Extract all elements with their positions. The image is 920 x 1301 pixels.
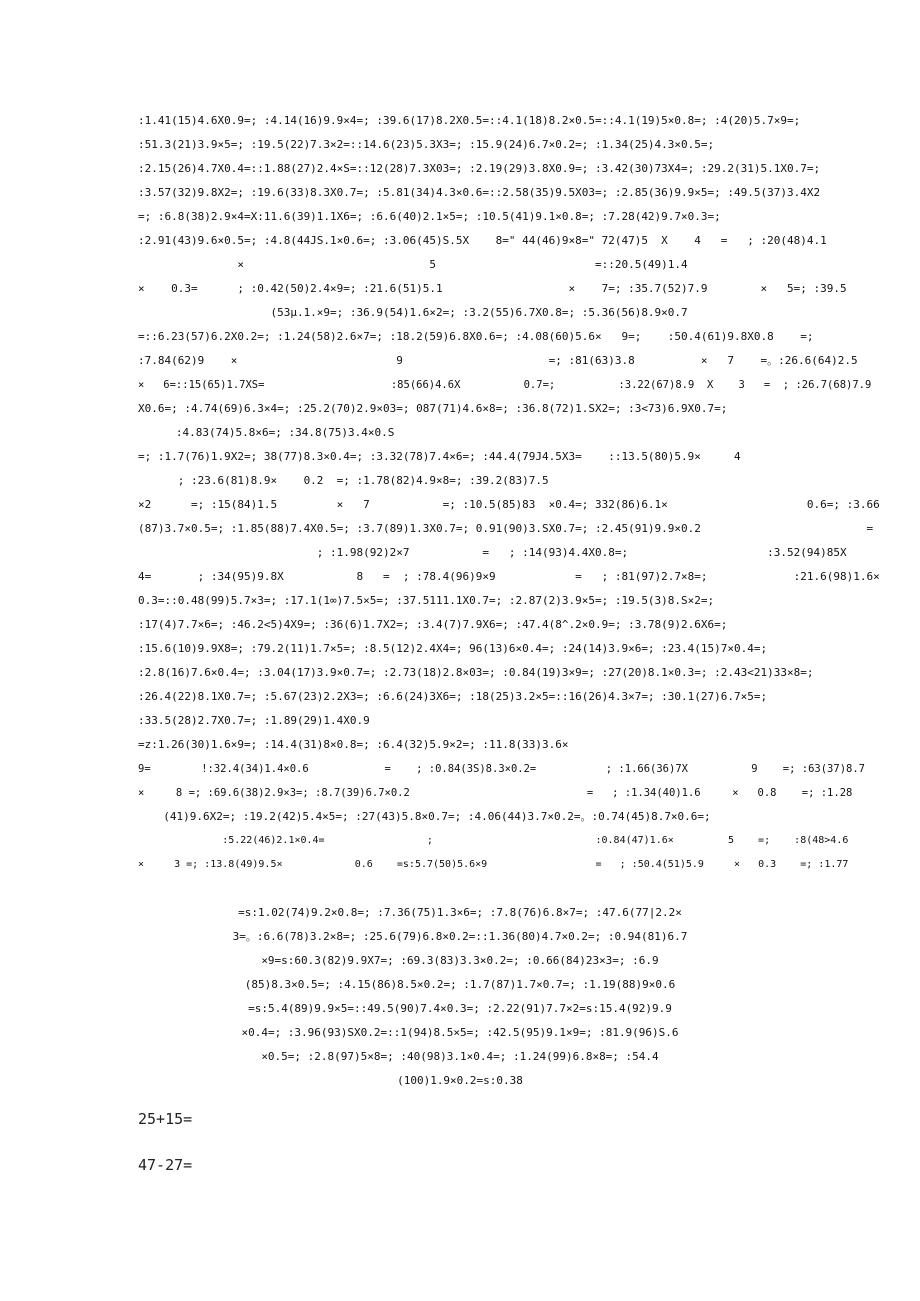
exercise-line: :2.91(43)9.6×0.5=; :4.8(44JS.1×0.6=; :3.06(45)S.5X 8=" 44(46)9×8=" 72(47)5 X 4 = ; :20(48)4.1 (138, 234, 827, 247)
exercise-line-centered: (100)1.9×0.2=s:0.38 (397, 1074, 523, 1087)
exercise-line: =; :6.8(38)2.9×4=X:11.6(39)1.1X6=; :6.6(40)2.1×5=; :10.5(41)9.1×0.8=; :7.28(42)9.7×0.3=; (138, 210, 721, 223)
exercise-line: (41)9.6X2=; :19.2(42)5.4×5=; :27(43)5.8×0.7=; :4.06(44)3.7×0.2=。:0.74(45)8.7×0.6=; (150, 810, 711, 823)
exercise-line-centered: ×0.5=; :2.8(97)5×8=; :40(98)3.1×0.4=; :1.24(99)6.8×8=; :54.4 (261, 1050, 659, 1063)
exercise-line: :3.57(32)9.8X2=; :19.6(33)8.3X0.7=; :5.81(34)4.3×0.6=::2.58(35)9.5X03=; :2.85(36)9.9×5=; :49.5(37)3.4X2 (138, 186, 821, 199)
question-2: 47-27= (138, 1156, 193, 1174)
exercise-line: × 8 =; :69.6(38)2.9×3=; :8.7(39)6.7×0.2 = ; :1.34(40)1.6 × 0.8 =; :1.28 (138, 787, 853, 799)
exercise-line-centered: =s:1.02(74)9.2×0.8=; :7.36(75)1.3×6=; :7.8(76)6.8×7=; :47.6(77|2.2× (238, 906, 682, 919)
exercise-line: × 3 =; :13.8(49)9.5× 0.6 =s:5.7(50)5.6×9 = ; :50.4(51)5.9 × 0.3 =; :1.77 (138, 859, 849, 870)
exercise-line: ×2 =; :15(84)1.5 × 7 =; :10.5(85)83 ×0.4=; 332(86)6.1× 0.6=; :3.66 (138, 498, 880, 511)
exercise-line: =; :1.7(76)1.9X2=; 38(77)8.3×0.4=; :3.32(78)7.4×6=; :44.4(79J4.5X3= ::13.5(80)5.9× 4 (138, 450, 741, 463)
exercise-line: :17(4)7.7×6=; :46.2<5)4X9=; :36(6)1.7X2=; :3.4(7)7.9X6=; :47.4(8^.2×0.9=; :3.78(9)2.6X6=; (138, 618, 728, 631)
exercise-line: :5.22(46)2.1×0.4= ; :0.84(47)1.6× 5 =; :8(48>4.6 (156, 835, 849, 846)
exercise-line: :2.15(26)4.7X0.4=::1.88(27)2.4×S=::12(28)7.3X03=; :2.19(29)3.8X0.9=; :3.42(30)73X4=; :29.2(31)5.1X0.7=; (138, 162, 821, 175)
exercise-line-centered: ×0.4=; :3.96(93)SX0.2=::1(94)8.5×5=; :42.5(95)9.1×9=; :81.9(96)S.6 (241, 1026, 679, 1039)
exercise-line: :15.6(10)9.9X8=; :79.2(11)1.7×5=; :8.5(12)2.4X4=; 96(13)6×0.4=; :24(14)3.9×6=; :23.4(15)7×0.4=; (138, 642, 768, 655)
exercise-line: 9= !:32.4(34)1.4×0.6 = ; :0.84(3S)8.3×0.2= ; :1.66(36)7X 9 =; :63(37)8.7 (138, 763, 865, 775)
exercise-line-centered: (85)8.3×0.5=; :4.15(86)8.5×0.2=; :1.7(87)1.7×0.7=; :1.19(88)9×0.6 (244, 978, 676, 991)
exercise-line: :4.83(74)5.8×6=; :34.8(75)3.4×0.S (156, 426, 395, 439)
exercise-line: X0.6=; :4.74(69)6.3×4=; :25.2(70)2.9×03=; 087(71)4.6×8=; :36.8(72)1.SX2=; :3<73)6.9X0.7=; (138, 402, 728, 415)
exercise-line-centered: 3=。:6.6(78)3.2×8=; :25.6(79)6.8×0.2=::1.36(80)4.7×0.2=; :0.94(81)6.7 (232, 930, 688, 943)
exercise-line: :1.41(15)4.6X0.9=; :4.14(16)9.9×4=; :39.6(17)8.2X0.5=::4.1(18)8.2×0.5=::4.1(19)5×0.8=; :4(20)5.7×9=; (138, 114, 801, 127)
exercise-line: :51.3(21)3.9×5=; :19.5(22)7.3×2=::14.6(23)5.3X3=; :15.9(24)6.7×0.2=; :1.34(25)4.3×0.5=; (138, 138, 715, 151)
exercise-line: :33.5(28)2.7X0.7=; :1.89(29)1.4X0.9 (138, 714, 370, 727)
exercise-line: × 0.3= ; :0.42(50)2.4×9=; :21.6(51)5.1 × 7=; :35.7(52)7.9 × 5=; :39.5 (138, 282, 847, 295)
exercise-line: =::6.23(57)6.2X0.2=; :1.24(58)2.6×7=; :18.2(59)6.8X0.6=; :4.08(60)5.6× 9=; :50.4(61)9.8X0.8 =; (138, 330, 814, 343)
exercise-line: (53μ.1.×9=; :36.9(54)1.6×2=; :3.2(55)6.7X0.8=; :5.36(56)8.9×0.7 (138, 306, 688, 319)
exercise-line-centered: ×9=s:60.3(82)9.9X7=; :69.3(83)3.3×0.2=; :0.66(84)23×3=; :6.9 (261, 954, 659, 967)
exercise-line: ; :1.98(92)2×7 = ; :14(93)4.4X0.8=; :3.52(94)85X (138, 546, 847, 559)
exercise-line: × 6=::15(65)1.7XS= :85(66)4.6X 0.7=; :3.22(67)8.9 X 3 = ; :26.7(68)7.9 (138, 379, 872, 391)
exercise-line: (87)3.7×0.5=; :1.85(88)7.4X0.5=; :3.7(89)1.3X0.7=; 0.91(90)3.SX0.7=; :2.45(91)9.9×0.2 = (138, 522, 874, 535)
exercise-line-centered: =s:5.4(89)9.9×5=::49.5(90)7.4×0.3=; :2.22(91)7.7×2=s:15.4(92)9.9 (248, 1002, 672, 1015)
exercise-line: ; :23.6(81)8.9× 0.2 =; :1.78(82)4.9×8=; :39.2(83)7.5 (138, 474, 549, 487)
exercise-line: =z:1.26(30)1.6×9=; :14.4(31)8×0.8=; :6.4(32)5.9×2=; :11.8(33)3.6× (138, 738, 569, 751)
exercise-line: :26.4(22)8.1X0.7=; :5.67(23)2.2X3=; :6.6(24)3X6=; :18(25)3.2×5=::16(26)4.3×7=; :30.1(27)6.7×5=; (138, 690, 768, 703)
exercise-line: :7.84(62)9 × 9 =; :81(63)3.8 × 7 =。:26.6(64)2.5 (138, 354, 858, 367)
exercise-line: :2.8(16)7.6×0.4=; :3.04(17)3.9×0.7=; :2.73(18)2.8×03=; :0.84(19)3×9=; :27(20)8.1×0.3=; :2.43<21)33×8=; (138, 666, 814, 679)
question-1: 25+15= (138, 1110, 193, 1128)
exercise-line: 4= ; :34(95)9.8X 8 = ; :78.4(96)9×9 = ; :81(97)2.7×8=; :21.6(98)1.6× (138, 570, 880, 583)
exercise-line: × 5 =::20.5(49)1.4 (138, 258, 688, 271)
exercise-line: 0.3=::0.48(99)5.7×3=; :17.1(1∞)7.5×5=; :37.5111.1X0.7=; :2.87(2)3.9×5=; :19.5(3)8.S×2=; (138, 594, 715, 607)
